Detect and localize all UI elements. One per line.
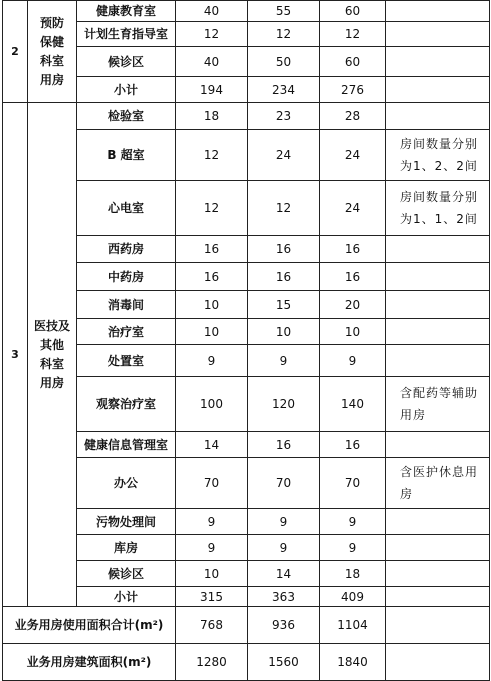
value-3: 70 [320,458,386,509]
remark [386,291,490,319]
room-name: 处置室 [77,345,176,377]
remark [386,47,490,77]
value-2: 234 [248,77,320,103]
room-name: 计划生育指导室 [77,22,176,47]
value-1: 10 [176,291,248,319]
remark [386,561,490,587]
remark: 房间数量分别为1、1、2间 [386,181,490,236]
room-name: B 超室 [77,130,176,181]
remark [386,236,490,263]
table-row [3,291,490,319]
value-3: 16 [320,263,386,291]
value-1: 9 [176,509,248,535]
room-name: 小计 [77,77,176,103]
value-3: 276 [320,77,386,103]
value-1: 12 [176,181,248,236]
total-usage-area-label: 业务用房使用面积合计(m²) [3,607,176,644]
table-row [3,607,490,644]
section-category: 医技及 其他 科室 用房 [28,103,77,607]
value-1: 14 [176,432,248,458]
value-1: 16 [176,236,248,263]
value-3: 60 [320,1,386,22]
remark [386,22,490,47]
section-number: 2 [3,1,28,103]
table-row [3,535,490,561]
value-3: 12 [320,22,386,47]
remark [386,432,490,458]
table-row [3,236,490,263]
value-1: 40 [176,47,248,77]
value-1: 768 [176,607,248,644]
value-1: 18 [176,103,248,130]
value-2: 23 [248,103,320,130]
table-row [3,561,490,587]
value-3: 24 [320,181,386,236]
value-1: 100 [176,377,248,432]
value-3: 28 [320,103,386,130]
room-name: 健康教育室 [77,1,176,22]
remark [386,263,490,291]
value-1: 315 [176,587,248,607]
value-3: 1104 [320,607,386,644]
value-1: 9 [176,345,248,377]
value-1: 12 [176,22,248,47]
room-name: 治疗室 [77,319,176,345]
value-2: 10 [248,319,320,345]
value-1: 1280 [176,644,248,681]
remark: 含配药等辅助用房 [386,377,490,432]
value-1: 16 [176,263,248,291]
value-2: 12 [248,22,320,47]
table-row [3,432,490,458]
room-name: 观察治疗室 [77,377,176,432]
value-2: 936 [248,607,320,644]
room-name: 检验室 [77,103,176,130]
remark [386,535,490,561]
room-area-table [2,0,490,681]
total-building-area-label: 业务用房建筑面积(m²) [3,644,176,681]
table-row [3,587,490,607]
remark: 含医护休息用房 [386,458,490,509]
value-2: 12 [248,181,320,236]
remark [386,77,490,103]
remark [386,319,490,345]
room-name: 西药房 [77,236,176,263]
value-2: 9 [248,345,320,377]
section-number: 3 [3,103,28,607]
value-2: 9 [248,509,320,535]
table-row [3,77,490,103]
room-name: 中药房 [77,263,176,291]
table-row [3,345,490,377]
value-3: 20 [320,291,386,319]
value-3: 9 [320,345,386,377]
room-name: 候诊区 [77,47,176,77]
value-3: 140 [320,377,386,432]
value-1: 12 [176,130,248,181]
room-name: 健康信息管理室 [77,432,176,458]
value-1: 10 [176,319,248,345]
value-2: 16 [248,263,320,291]
value-3: 60 [320,47,386,77]
value-3: 9 [320,535,386,561]
table-row [3,47,490,77]
room-name: 小计 [77,587,176,607]
value-2: 16 [248,432,320,458]
remark [386,644,490,681]
remark [386,345,490,377]
room-name: 候诊区 [77,561,176,587]
remark [386,607,490,644]
value-1: 70 [176,458,248,509]
value-3: 16 [320,432,386,458]
value-3: 10 [320,319,386,345]
value-2: 24 [248,130,320,181]
value-2: 14 [248,561,320,587]
remark [386,103,490,130]
room-name: 办公 [77,458,176,509]
table-row [3,509,490,535]
value-2: 16 [248,236,320,263]
room-name: 污物处理间 [77,509,176,535]
value-2: 70 [248,458,320,509]
table-row [3,130,490,181]
value-2: 9 [248,535,320,561]
table-row [3,181,490,236]
room-name: 库房 [77,535,176,561]
value-3: 18 [320,561,386,587]
value-3: 16 [320,236,386,263]
room-name: 心电室 [77,181,176,236]
section-category: 预防 保健 科室 用房 [28,1,77,103]
value-3: 1840 [320,644,386,681]
value-2: 15 [248,291,320,319]
value-1: 40 [176,1,248,22]
table-row [3,458,490,509]
value-2: 363 [248,587,320,607]
value-3: 24 [320,130,386,181]
value-2: 1560 [248,644,320,681]
room-name: 消毒间 [77,291,176,319]
value-2: 120 [248,377,320,432]
table-row [3,319,490,345]
table-row [3,103,490,130]
table-row [3,644,490,681]
value-1: 9 [176,535,248,561]
value-3: 9 [320,509,386,535]
table-row [3,22,490,47]
table-row [3,377,490,432]
remark [386,587,490,607]
value-1: 10 [176,561,248,587]
value-2: 55 [248,1,320,22]
value-2: 50 [248,47,320,77]
remark [386,1,490,22]
remark [386,509,490,535]
table-row [3,263,490,291]
table-row [3,1,490,22]
remark: 房间数量分别为1、2、2间 [386,130,490,181]
value-3: 409 [320,587,386,607]
value-1: 194 [176,77,248,103]
